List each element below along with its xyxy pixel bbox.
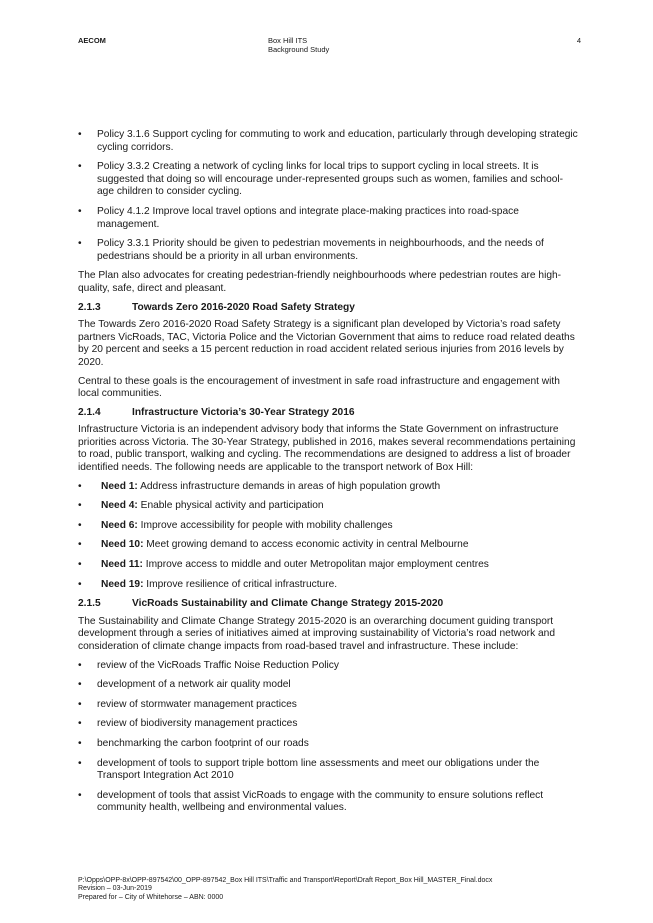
list-item: • review of stormwater management practices	[78, 699, 578, 712]
plan-paragraph: The Plan also advocates for creating pedestrian-friendly neighbourhoods where pedestrian routes are high-quality, safe, direct and pleasant.	[78, 270, 562, 294]
revision: Revision – 03-Jun-2019	[78, 885, 152, 893]
list-item: • Policy 4.1.2 Improve local travel options and integrate place-making practices into road-space management.	[78, 206, 578, 231]
initiatives-list	[78, 660, 578, 815]
section-heading-2-1-3	[78, 302, 578, 315]
list-item: • development of tools to support triple bottom line assessments and meet our obligations under the Transport Integration Act 2010	[78, 758, 578, 783]
list-item	[78, 579, 578, 592]
section-number: 2.1.3	[78, 301, 101, 313]
list-item: • benchmarking the carbon footprint of our roads	[78, 738, 578, 751]
need-label: Need 19:	[101, 578, 144, 590]
prepared-for: Prepared for – City of Whitehorse – ABN: 0000	[78, 893, 224, 901]
page-number: 4	[576, 36, 581, 45]
need-label: Need 4:	[101, 500, 138, 512]
need-text: Improve resilience of critical infrastructure.	[143, 578, 338, 590]
need-text: Improve accessibility for people with mobility challenges	[137, 519, 393, 531]
paragraph: The Towards Zero 2016-2020 Road Safety Strategy is a significant plan developed by Victoria’s road safety partners VicRoads, TAC, Victoria Police and the Victorian Government that aims to reduce road related deaths by 20 percent and seeks a 15 percent reduction in road accident related serious injuries from 2016 levels by 2020.	[78, 319, 575, 368]
list-item	[78, 520, 578, 533]
need-text: Meet growing demand to access economic activity in central Melbourne	[143, 539, 469, 551]
list-item: • Policy 3.1.6 Support cycling for commuting to work and education, particularly through developing strategic cycling corridors.	[78, 129, 578, 154]
file-path: P:\Opps\OPP-8x\OPP-897542\00_OPP-897542_Box Hill ITS\Traffic and Transport\Report\Draft Report_Box Hill_MASTER_Final.docx	[78, 877, 493, 884]
doc-type: Background Study	[268, 45, 330, 54]
section-number: 2.1.4	[78, 406, 101, 418]
need-text: Improve access to middle and outer Metropolitan major employment centres	[142, 559, 489, 571]
page-content	[78, 129, 578, 822]
section-heading-2-1-5	[78, 598, 578, 611]
list-item: • Policy 3.3.1 Priority should be given to pedestrian movements in neighbourhoods, and the needs of pedestrians should be a priority in all urban environments.	[78, 238, 578, 263]
project-name: Box Hill ITS	[268, 36, 308, 45]
section-title: Infrastructure Victoria’s 30-Year Strategy 2016	[132, 406, 355, 418]
paragraph: Central to these goals is the encouragement of investment in safe road infrastructure and engagement with local communities.	[78, 375, 560, 400]
paragraph: Infrastructure Victoria is an independent advisory body that informs the State Government on infrastructure priorities across Victoria. The 30-Year Strategy, published in 2016, makes several recommendations pertaining to road, public transport, walking and cycling. The recommendations are designed to address a list of broader identified needs. The following needs are applicable to the transport network of Box Hill:	[78, 424, 576, 474]
paragraph: The Sustainability and Climate Change Strategy 2015-2020 is an overarching document guiding transport development through a series of initiatives aimed at improving sustainability of Victoria’s road network and consideration of climate change impacts from road-based travel and infrastructure. These include:	[78, 615, 555, 652]
list-item	[78, 500, 578, 513]
list-item: • review of biodiversity management practices	[78, 718, 578, 731]
section-title: VicRoads Sustainability and Climate Change Strategy 2015-2020	[132, 598, 444, 610]
section-title: Towards Zero 2016-2020 Road Safety Strategy	[132, 301, 355, 313]
need-text: Enable physical activity and participation	[137, 500, 324, 512]
need-label: Need 1:	[101, 480, 138, 492]
header-center	[268, 36, 329, 54]
list-item	[78, 481, 578, 494]
list-item	[78, 559, 578, 572]
list-item: • Policy 3.3.2 Creating a network of cycling links for local trips to support cycling in local streets. It is suggested that doing so will encourage under-represented groups such as women, families and school-age children to consider cycling.	[78, 161, 578, 199]
company-name: AECOM	[78, 36, 106, 45]
list-item: • development of a network air quality model	[78, 679, 578, 692]
page-footer	[78, 877, 492, 902]
list-item: • development of tools that assist VicRoads to engage with the community to ensure solutions reflect community health, wellbeing and environmental values.	[78, 790, 578, 815]
need-text: Address infrastructure demands in areas of high population growth	[137, 480, 441, 492]
list-item	[78, 539, 578, 552]
policy-list	[78, 129, 578, 263]
need-label: Need 11:	[101, 559, 143, 571]
needs-list	[78, 481, 578, 592]
section-heading-2-1-4	[78, 407, 578, 420]
list-item: • review of the VicRoads Traffic Noise Reduction Policy	[78, 660, 578, 673]
page-header	[78, 36, 581, 60]
need-label: Need 10:	[101, 539, 144, 551]
need-label: Need 6:	[101, 519, 138, 531]
section-number: 2.1.5	[78, 598, 101, 610]
